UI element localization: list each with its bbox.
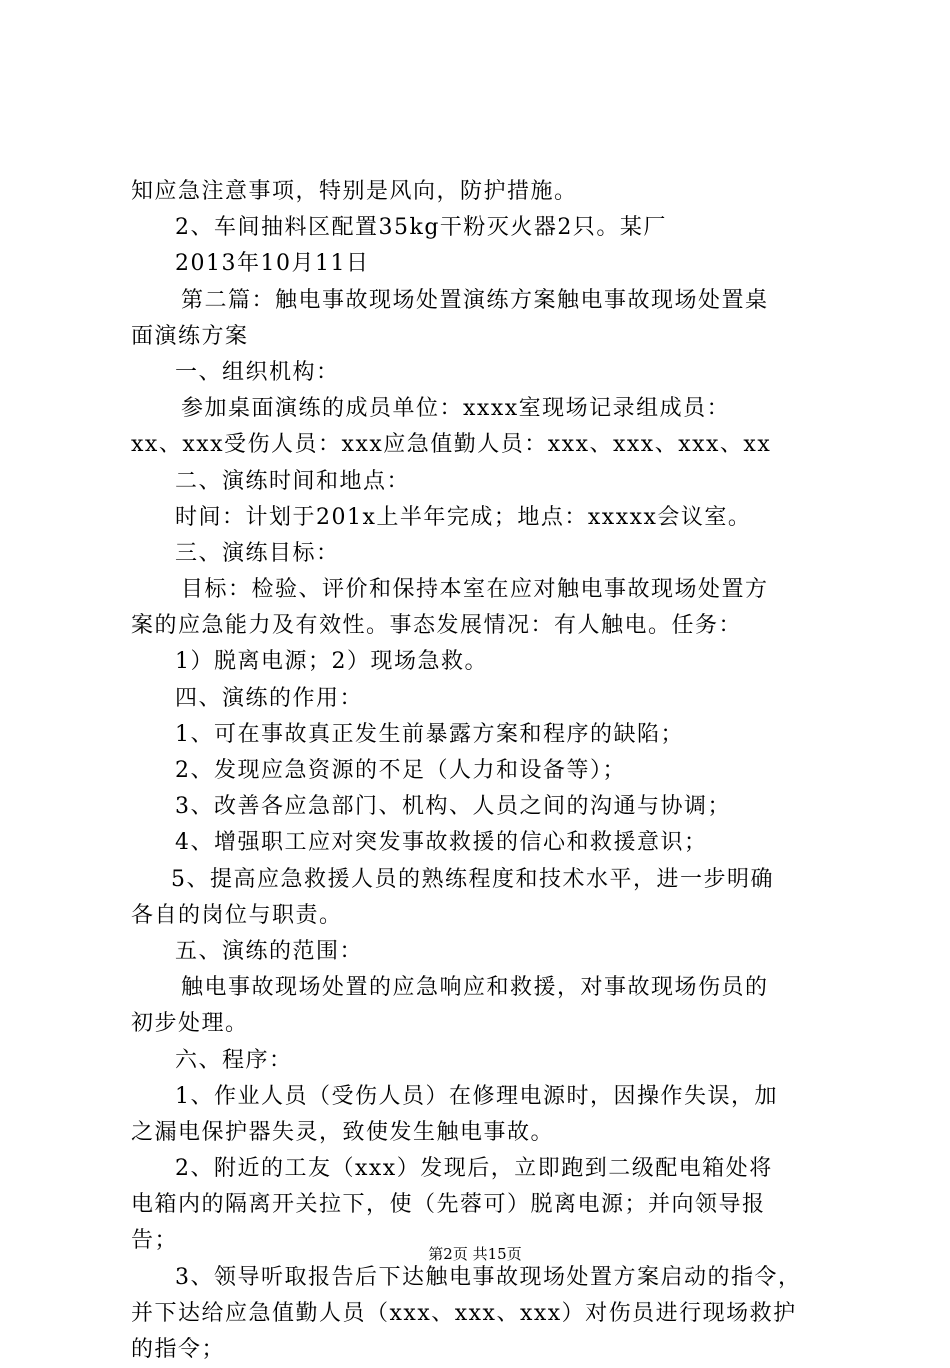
heading-line: 五、演练的范围：	[175, 938, 364, 964]
heading-line: 二、演练时间和地点：	[175, 468, 411, 494]
paragraph-line: 2013年10月11日	[175, 251, 370, 277]
section-title-line: 第二篇：触电事故现场处置演练方案触电事故现场处置桌	[181, 287, 769, 313]
document-body	[131, 174, 831, 1368]
heading-line: 四、演练的作用：	[175, 685, 364, 711]
paragraph-line: 初步处理。	[131, 1011, 249, 1037]
list-item-line: 之漏电保护器失灵，致使发生触电事故。	[131, 1119, 555, 1145]
paragraph-line: 触电事故现场处置的应急响应和救援，对事故现场伤员的	[181, 975, 769, 1001]
paragraph-line: 1）脱离电源；2）现场急救。	[175, 649, 488, 675]
page-number-footer: 第2页 共15页	[428, 1245, 522, 1263]
list-item-line: 3、改善各应急部门、机构、人员之间的沟通与协调；	[175, 794, 731, 820]
paragraph-line: 案的应急能力及有效性。事态发展情况：有人触电。任务：	[131, 613, 743, 639]
paragraph-line: 时间：计划于201x上半年完成；地点：xxxxx会议室。	[175, 504, 752, 530]
list-item-line: 电箱内的隔离开关拉下，使（先蓉可）脱离电源；并向领导报	[131, 1192, 766, 1218]
paragraph-line: 参加桌面演练的成员单位：xxxx室现场记录组成员：	[181, 396, 731, 422]
list-item-line: 3、领导听取报告后下达触电事故现场处置方案启动的指令，	[175, 1264, 802, 1290]
paragraph-line: 目标：检验、评价和保持本室在应对触电事故现场处置方	[181, 577, 769, 603]
list-item-line: 并下达给应急值勤人员（xxx、xxx、xxx）对伤员进行现场救护	[131, 1300, 797, 1326]
list-item-line: 各自的岗位与职责。	[131, 902, 343, 928]
heading-line: 一、组织机构：	[175, 359, 340, 385]
list-item-line: 2、附近的工友（xxx）发现后，立即跑到二级配电箱处将	[175, 1156, 773, 1182]
list-item-line: 的指令；	[131, 1337, 226, 1362]
paragraph-line: xx、xxx受伤人员：xxx应急值勤人员：xxx、xxx、xxx、xx	[131, 432, 772, 458]
heading-line: 三、演练目标：	[175, 540, 340, 566]
list-item-line: 1、作业人员（受伤人员）在修理电源时，因操作失误，加	[175, 1083, 778, 1109]
list-item-line: 4、增强职工应对突发事故救援的信心和救援意识；	[175, 830, 708, 856]
list-item-line: 5、提高应急救援人员的熟练程度和技术水平，进一步明确	[171, 866, 774, 892]
list-item-line: 2、发现应急资源的不足（人力和设备等）；	[175, 758, 626, 783]
section-title-line: 面演练方案	[131, 323, 249, 349]
paragraph-line: 知应急注意事项，特别是风向，防护措施。	[131, 179, 578, 204]
list-item-line: 1、可在事故真正发生前暴露方案和程序的缺陷；	[175, 721, 684, 747]
paragraph-line: 2、车间抽料区配置35kg干粉灭火器2只。某厂	[175, 215, 667, 241]
heading-line: 六、程序：	[175, 1047, 293, 1073]
list-item-line: 告；	[131, 1228, 179, 1254]
